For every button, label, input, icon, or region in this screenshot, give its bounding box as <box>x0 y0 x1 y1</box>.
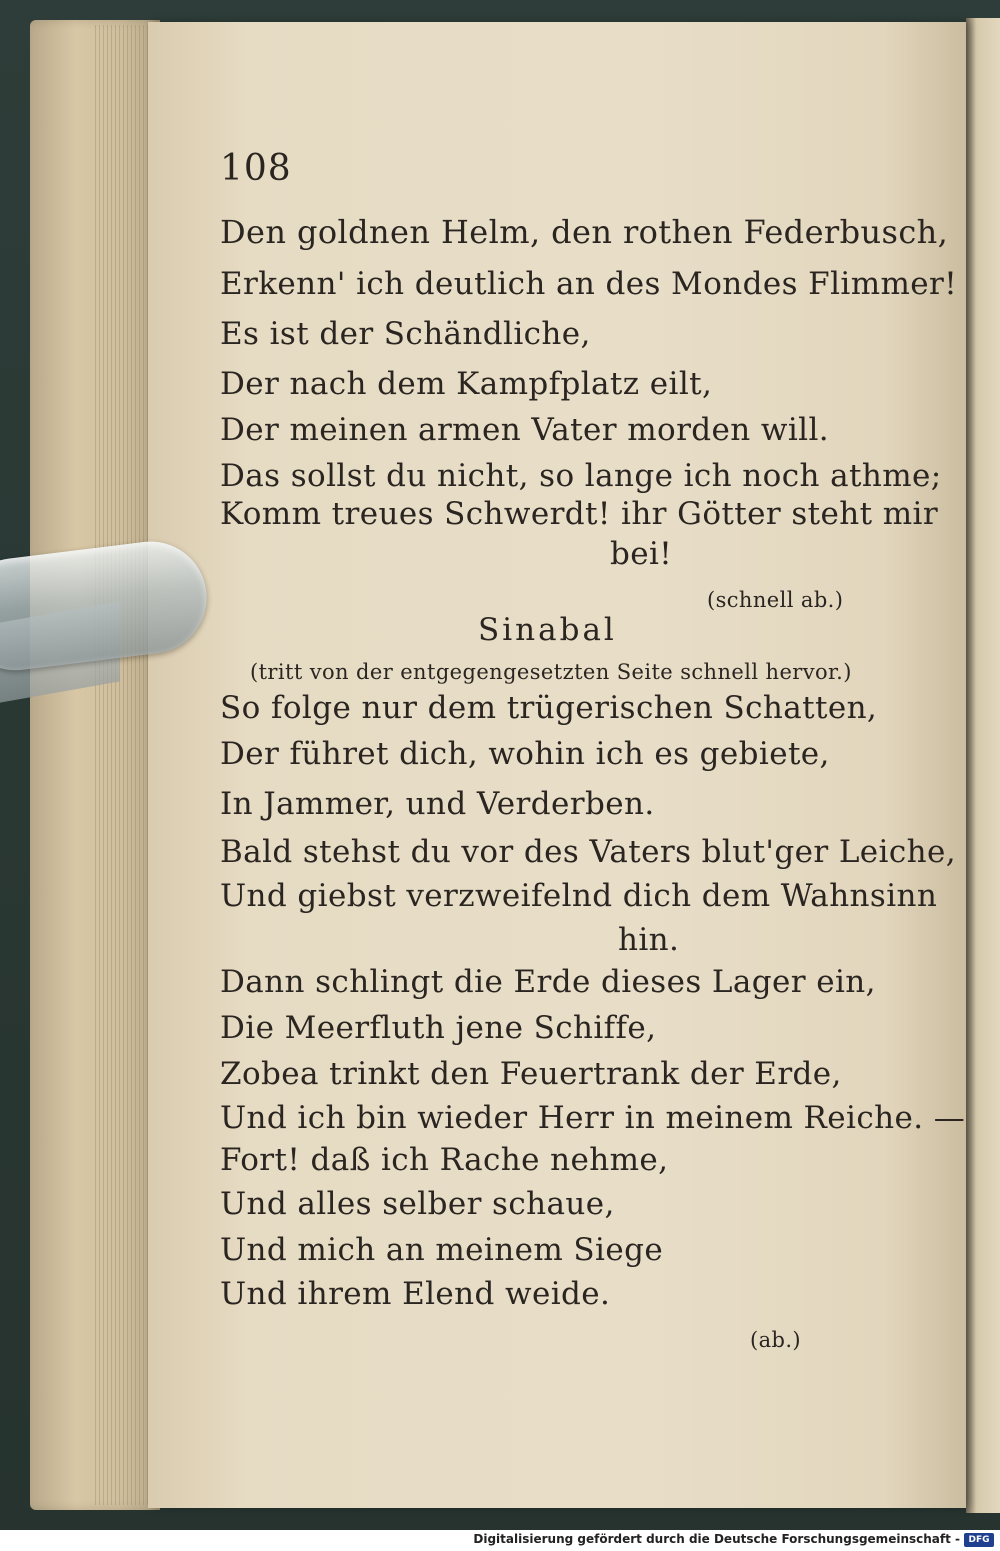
dfg-logo-icon: DFG <box>964 1533 994 1547</box>
stage-direction: (schnell ab.) <box>707 588 844 612</box>
text-line: Zobea trinkt den Feuertrank der Erde, <box>220 1056 842 1092</box>
text-line: Der nach dem Kampfplatz eilt, <box>220 366 713 402</box>
speaker-name: Sinabal <box>478 612 617 648</box>
text-line: Der führet dich, wohin ich es gebiete, <box>220 736 830 772</box>
page-stack-lines <box>95 25 155 1505</box>
text-line: Und giebst verzweifelnd dich dem Wahnsinn <box>220 878 938 914</box>
text-line: Fort! daß ich Rache nehme, <box>220 1142 669 1178</box>
text-line: Und ihrem Elend weide. <box>220 1276 611 1312</box>
text-line: So folge nur dem trügerischen Schatten, <box>220 690 878 726</box>
text-line: Erkenn' ich deutlich an des Mondes Flimmer! <box>220 266 958 302</box>
digitization-credit: Digitalisierung gefördert durch die Deutsche Forschungsgemeinschaft - <box>473 1532 960 1546</box>
text-line: In Jammer, und Verderben. <box>220 786 655 822</box>
text-line: Bald stehst du vor des Vaters blut'ger Leiche, <box>220 834 956 870</box>
page-number: 108 <box>220 148 292 189</box>
stage-direction: (ab.) <box>750 1328 802 1352</box>
text-line: Den goldnen Helm, den rothen Federbusch, <box>220 213 949 251</box>
text-line: Das sollst du nicht, so lange ich noch athme; <box>220 458 942 494</box>
text-line: Es ist der Schändliche, <box>220 316 591 352</box>
text-line: Dann schlingt die Erde dieses Lager ein, <box>220 964 876 1000</box>
text-line: Und ich bin wieder Herr in meinem Reiche. — <box>220 1100 966 1136</box>
text-line: Der meinen armen Vater morden will. <box>220 412 830 448</box>
text-line: Komm treues Schwerdt! ihr Götter steht mir <box>220 496 939 532</box>
text-line: Die Meerfluth jene Schiffe, <box>220 1010 657 1046</box>
text-line: Und alles selber schaue, <box>220 1186 615 1222</box>
text-line: bei! <box>610 536 673 572</box>
facing-page-edge <box>966 18 1000 1513</box>
stage-direction: (tritt von der entgegengesetzten Seite schnell hervor.) <box>250 660 852 684</box>
text-line: hin. <box>618 922 680 958</box>
text-line: Und mich an meinem Siege <box>220 1232 664 1268</box>
